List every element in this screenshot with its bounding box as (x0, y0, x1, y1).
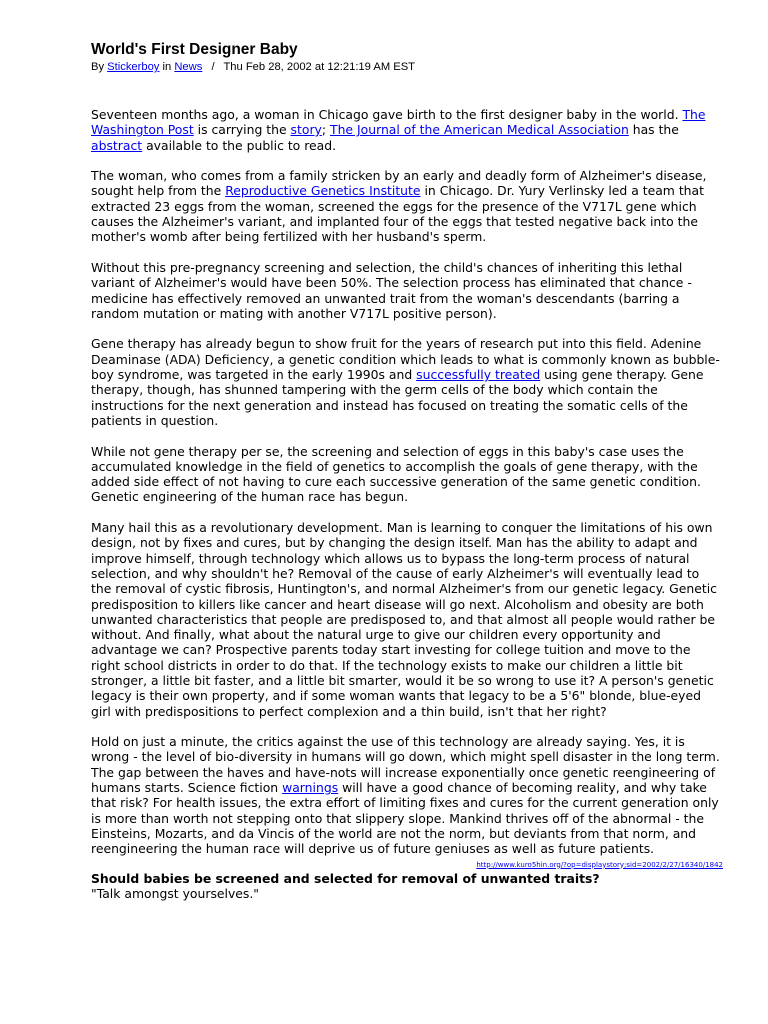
paragraph-7 (91, 734, 723, 856)
article-date: Thu Feb 28, 2002 at 12:21:19 AM EST (223, 61, 416, 73)
source-url-link[interactable]: http://www.kuro5hin.org/?op=displaystory;sid=2002/2/27/16340/1842 (476, 860, 723, 869)
paragraph-5: While not gene therapy per se, the screening and selection of eggs in this baby's case uses the accumulated knowledge in the field of genetics to accomplish the goals of gene therapy, with the added side effect of not having to cure each successive generation of the same genetic condition. Genetic engineering of the human race has begun. (91, 443, 701, 505)
article-body (91, 107, 723, 857)
story-link[interactable]: story (290, 122, 322, 138)
discussion-question: Should babies be screened and selected for removal of unwanted traits? (91, 870, 600, 886)
paragraph-3: Without this pre-pregnancy screening and selection, the child's chances of inheriting this lethal variant of Alzheimer's would have been 50%. The selection process has eliminated that chance - medicine has effectively removed an unwanted trait from the woman's descendants (barring a random mutation or mating with another V717L positive person). (91, 259, 692, 321)
successfully-treated-link[interactable]: successfully treated (416, 367, 541, 383)
paragraph-text: will have a good chance of becoming reality, and why take that risk? For health issues, the extra effort of limiting fixes and cures for the current generation only is more than worth not stepping onto that slippery slope. Mankind thrives off of the abnormal - the Einsteins, Mozarts, and da Vincis of the world are not the norm, but deviants from that norm, and reengineering the human race will deprive us of future geniuses as well as future patients. (91, 780, 719, 857)
paragraph-text: available to the public to read. (142, 137, 337, 153)
paragraph-text: Seventeen months ago, a woman in Chicago gave birth to the first designer baby in the world. (91, 107, 683, 122)
paragraph-4 (91, 336, 723, 428)
paragraph-6: Many hail this as a revolutionary development. Man is learning to conquer the limitations of his own design, not by fixes and cures, but by changing the design itself. Man has the ability to adapt and improve himself, through technology which allows us to bypass the long-term process of natural selection, and why shouldn't he? Removal of the cause of early Alzheimer's will eventually lead to the removal of cystic fibrosis, Huntington's, and normal Alzheimer's from our genetic legacy. Genetic predisposition to killers like cancer and heart disease will go next. Alcoholism and obesity are both unwanted characteristics that people are predisposed to, and that almost all people would rather be without. And finally, what about the natural urge to give our children every opportunity and advantage we can? Prospective parents today start investing for college tuition and move to the right school districts in order to do that. If the technology exists to make our children a little bit stronger, a little bit faster, and a little bit smarter, would it be so wrong to use it? A person's genetic legacy is their own property, and if some woman wants that legacy to be a 5'6" blonde, blue-eyed girl with predispositions to perfect complexion and a thin build, isn't that her right? (91, 520, 717, 719)
source-url (91, 860, 723, 870)
paragraph-text: has the (628, 122, 679, 138)
byline (91, 60, 723, 74)
jama-link[interactable]: The Journal of the American Medical Association (330, 122, 629, 138)
paragraph-text: using gene therapy. Gene therapy, though, has shunned tampering with the germ cells of the body which contain the instructions for the next generation and instead has focused on treating the somatic cells of the patients in question. (91, 367, 704, 428)
reproductive-genetics-institute-link[interactable]: Reproductive Genetics Institute (225, 183, 421, 199)
section-link[interactable]: News (174, 61, 203, 73)
paragraph-text: ; (321, 122, 330, 138)
paragraph-text: Hold on just a minute, the critics against the use of this technology are already saying. Yes, it is wrong - the level of bio-diversity in humans will go down, which might spell disaster in the long term. The gap between the haves and have-nots will increase exponentially once genetic reengineering of humans starts. Science fiction (91, 734, 720, 796)
article (91, 40, 723, 901)
paragraph-text: is carrying the (193, 122, 291, 138)
abstract-link[interactable]: abstract (91, 137, 143, 153)
washington-post-link[interactable]: The Washington Post (91, 107, 706, 138)
byline-by: By (91, 61, 105, 73)
paragraph-text: in Chicago. Dr. Yury Verlinsky led a team that extracted 23 eggs from the woman, screened the eggs for the presence of the V717L gene which causes the Alzheimer's variant, and implanted four of the eggs that tested negative back into the mother's womb after being fertilized with her husband's sperm. (91, 183, 704, 245)
warnings-link[interactable]: warnings (282, 780, 339, 796)
paragraph-1 (91, 107, 723, 153)
byline-separator: / (211, 61, 215, 73)
paragraph-2 (91, 168, 723, 244)
article-title: World's First Designer Baby (91, 41, 298, 58)
byline-in: in (162, 61, 172, 73)
paragraph-text: The woman, who comes from a family stricken by an early and deadly form of Alzheimer's disease, sought help from the (91, 168, 707, 199)
closing-quote: "Talk amongst yourselves." (91, 885, 260, 901)
paragraph-text: Gene therapy has already begun to show fruit for the years of research put into this field. Adenine Deaminase (ADA) Deficiency, a genetic condition which leads to what is commonly known as bubble-boy syndrome, was targeted in the early 1990s and (91, 336, 720, 383)
author-link[interactable]: Stickerboy (107, 61, 160, 73)
